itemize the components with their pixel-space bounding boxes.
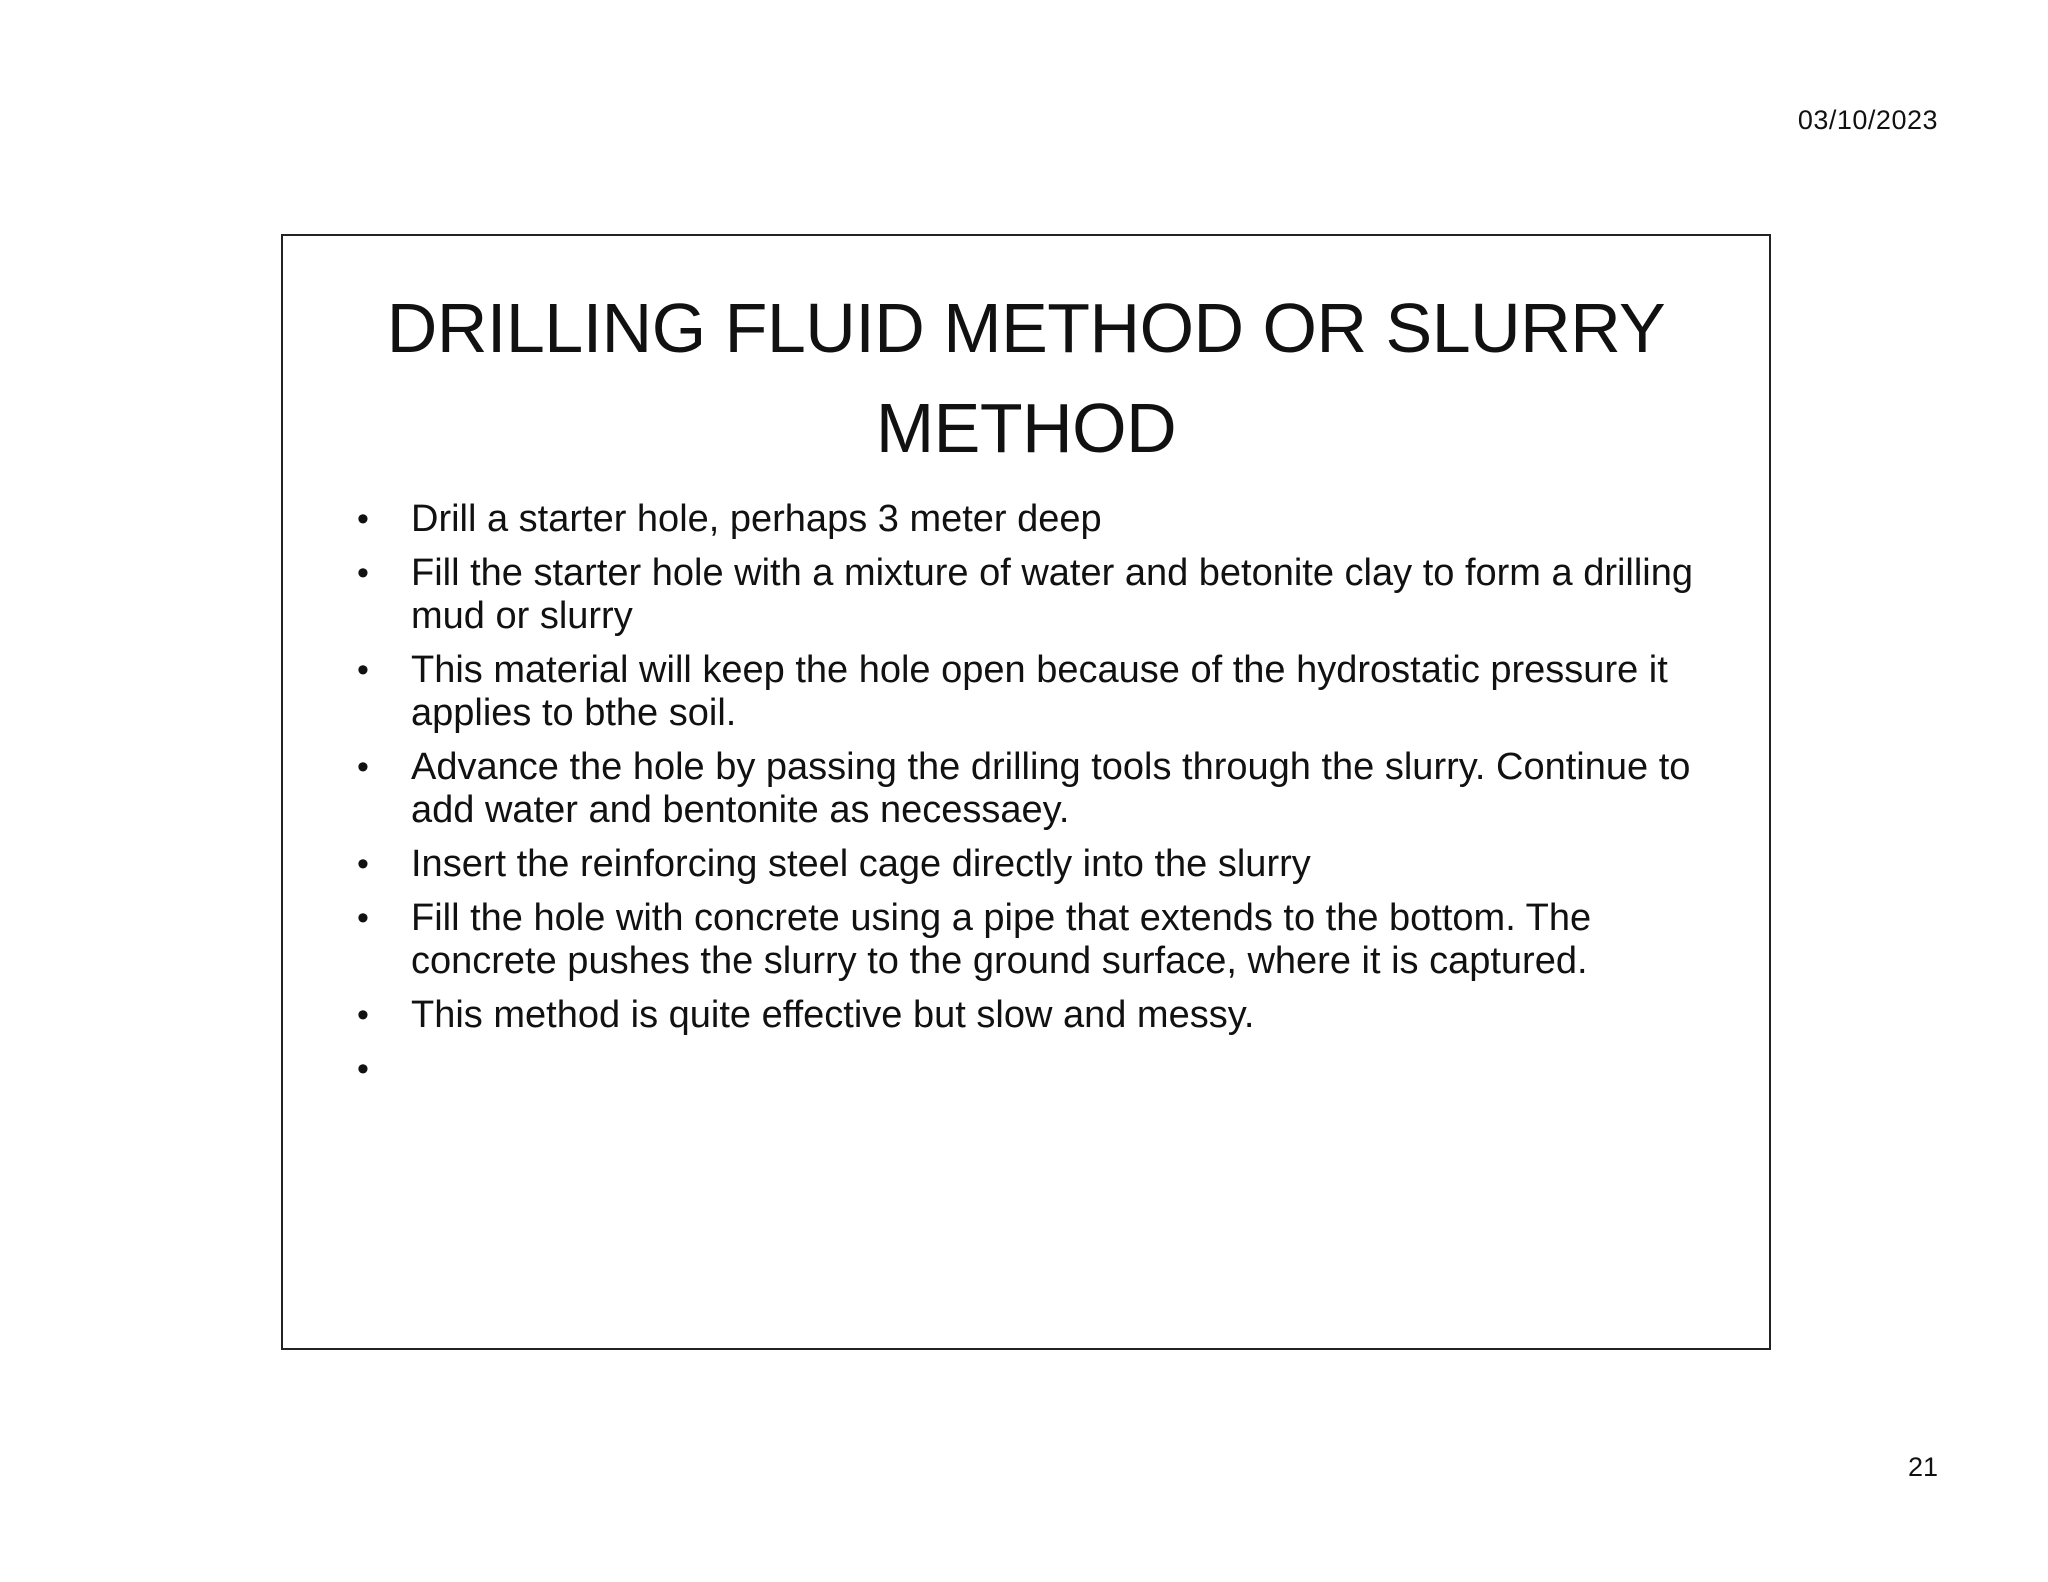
bullet-icon: • xyxy=(357,500,369,538)
bullet-text: Fill the starter hole with a mixture of water and betonite clay to form a drilling mud or slurry xyxy=(411,552,1694,637)
bullet-text: Advance the hole by passing the drilling tools through the slurry. Continue to add water and bentonite as necessaey. xyxy=(411,746,1691,831)
list-item xyxy=(355,897,1695,983)
list-item xyxy=(355,994,1695,1037)
bullet-icon: • xyxy=(357,899,369,937)
list-item xyxy=(355,1048,1695,1091)
page-date: 03/10/2023 xyxy=(1797,105,1938,135)
bullet-text: This method is quite effective but slow and messy. xyxy=(411,994,1255,1036)
bullet-icon: • xyxy=(357,845,369,883)
bullet-icon: • xyxy=(357,1050,369,1088)
bullet-icon: • xyxy=(357,748,369,786)
bullet-list xyxy=(355,498,1695,1102)
bullet-icon: • xyxy=(357,651,369,689)
bullet-text: Fill the hole with concrete using a pipe that extends to the bottom. The concrete pushes the slurry to the ground surface, where it is captured. xyxy=(411,897,1592,982)
bullet-text: Drill a starter hole, perhaps 3 meter deep xyxy=(411,498,1102,540)
list-item xyxy=(355,843,1695,886)
bullet-text: Insert the reinforcing steel cage directly into the slurry xyxy=(411,843,1311,885)
list-item xyxy=(355,552,1695,638)
list-item xyxy=(355,498,1695,541)
bullet-icon: • xyxy=(357,554,369,592)
bullet-text: This material will keep the hole open because of the hydrostatic pressure it applies to bthe soil. xyxy=(411,649,1668,734)
list-item xyxy=(355,746,1695,832)
bullet-icon: • xyxy=(357,996,369,1034)
page-number: 21 xyxy=(1907,1452,1938,1482)
bullet-text xyxy=(411,1048,1695,1091)
slide-frame xyxy=(281,234,1771,1350)
slide-title: DRILLING FLUID METHOD OR SLURRY METHOD xyxy=(386,289,1666,467)
list-item xyxy=(355,649,1695,735)
